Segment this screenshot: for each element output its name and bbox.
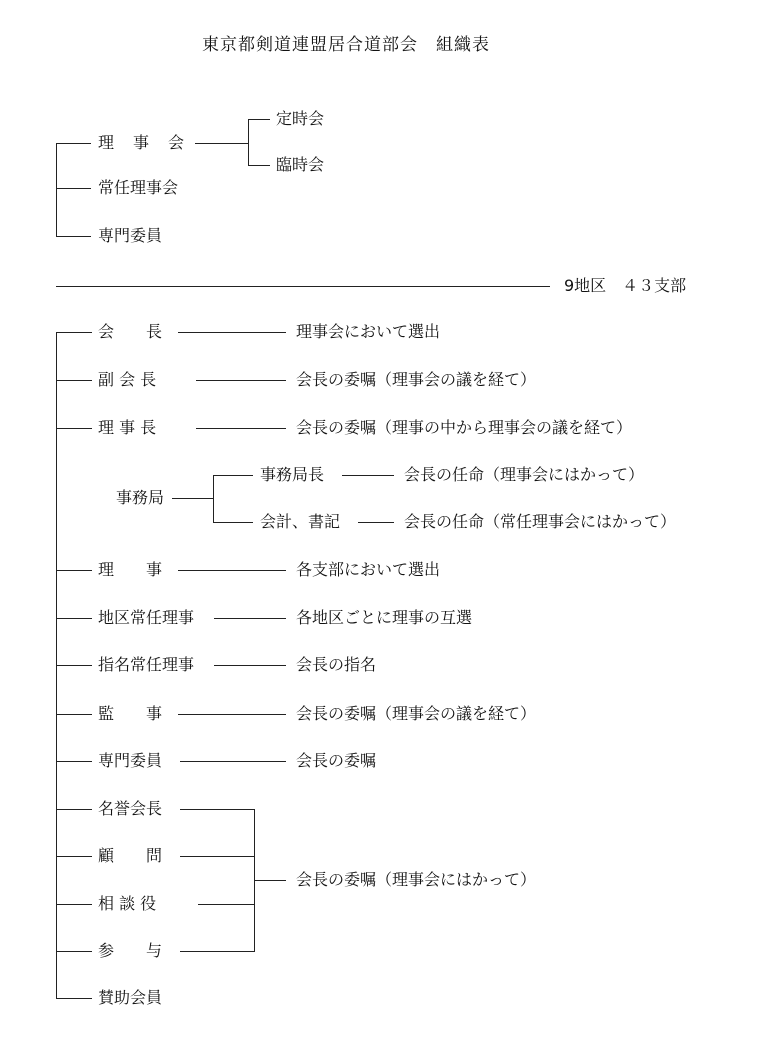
connector-jimukyokucho — [213, 475, 253, 476]
connector-meiyo-kaicho — [56, 809, 92, 810]
senmon-iin-desc: 会長の委嘱 — [296, 751, 377, 770]
kaikei-label: 会計、書記 — [260, 512, 341, 531]
kaicho-desc: 理事会において選出 — [296, 322, 441, 341]
riji-desc: 各支部において選出 — [296, 560, 441, 579]
connector-kanji — [56, 714, 92, 715]
connector-riji — [56, 570, 92, 571]
rijicho-label: 理 事 長 — [98, 418, 157, 437]
rijikai-sub-bracket — [248, 119, 249, 165]
connector-rijikai — [56, 143, 91, 144]
connector-jonin-rijikai — [56, 188, 91, 189]
connector-senmon-iin-top — [56, 236, 91, 237]
kaikei-desc: 会長の任命（常任理事会にはかって） — [404, 512, 677, 531]
sodanyaku-group-line — [198, 904, 255, 905]
connector-shimei-jonin — [56, 665, 92, 666]
rijikai-label: 理 事 会 — [98, 133, 186, 152]
chiku-jonin-label: 地区常任理事 — [98, 608, 195, 627]
connector-rijikai-right — [195, 143, 249, 144]
riji-label: 理 事 — [98, 560, 163, 579]
sanjo-kaiin-label: 賛助会員 — [98, 988, 163, 1007]
connector-rinjikai — [248, 165, 270, 166]
group-desc-line — [254, 880, 286, 881]
kanji-label: 監 事 — [98, 704, 163, 723]
connector-sanyo — [56, 951, 92, 952]
kaicho-label: 会 長 — [98, 322, 163, 341]
connector-komon — [56, 856, 92, 857]
kanji-desc: 会長の委嘱（理事会の議を経て） — [296, 704, 537, 723]
shimei-jonin-label: 指名常任理事 — [98, 655, 195, 674]
shimei-jonin-desc-line — [214, 665, 286, 666]
connector-sodanyaku — [56, 904, 92, 905]
kaikei-desc-line — [358, 522, 394, 523]
top-bracket-line — [56, 143, 57, 237]
sanyo-label: 参 与 — [98, 941, 163, 960]
division-label: 9地区 ４３支部 — [564, 276, 687, 295]
fukukaicho-desc-line — [196, 380, 286, 381]
sodanyaku-label: 相 談 役 — [98, 894, 157, 913]
kanji-desc-line — [178, 714, 286, 715]
jimukyokucho-desc-line — [342, 475, 394, 476]
meiyo-kaicho-label: 名誉会長 — [98, 799, 163, 818]
jonin-rijikai-label: 常任理事会 — [98, 178, 179, 197]
rinjikai-label: 臨時会 — [276, 155, 325, 174]
rijicho-desc-line — [196, 428, 286, 429]
jimukyoku-label: 事務局 — [116, 488, 165, 507]
kaicho-desc-line — [178, 332, 286, 333]
connector-sanjo-kaiin — [56, 998, 92, 999]
fukukaicho-label: 副 会 長 — [98, 370, 157, 389]
shimei-jonin-desc: 会長の指名 — [296, 655, 377, 674]
teijikai-label: 定時会 — [276, 109, 325, 128]
rijicho-desc: 会長の委嘱（理事の中から理事会の議を経て） — [296, 418, 633, 437]
jimukyokucho-label: 事務局長 — [260, 465, 325, 484]
senmon-iin-top-label: 専門委員 — [98, 226, 163, 245]
meiyo-kaicho-group-line — [180, 809, 255, 810]
connector-rijicho — [56, 428, 92, 429]
sanyo-group-line — [180, 951, 255, 952]
connector-kaikei — [213, 522, 253, 523]
jimukyoku-connector — [172, 498, 214, 499]
division-divider-line — [56, 286, 550, 287]
senmon-iin-label: 専門委員 — [98, 751, 163, 770]
komon-group-line — [180, 856, 255, 857]
connector-chiku-jonin — [56, 618, 92, 619]
connector-teijikai — [248, 119, 270, 120]
riji-desc-line — [178, 570, 286, 571]
group-desc: 会長の委嘱（理事会にはかって） — [296, 870, 537, 889]
chiku-jonin-desc: 各地区ごとに理事の互選 — [296, 608, 473, 627]
jimukyokucho-desc: 会長の任命（理事会にはかって） — [404, 465, 645, 484]
page-title: 東京都剣道連盟居合道部会 組織表 — [202, 35, 490, 55]
connector-senmon-iin — [56, 761, 92, 762]
chiku-jonin-desc-line — [214, 618, 286, 619]
komon-label: 顧 問 — [98, 846, 163, 865]
connector-fukukaicho — [56, 380, 92, 381]
senmon-iin-desc-line — [180, 761, 286, 762]
jimukyoku-sub-bracket — [213, 475, 214, 522]
fukukaicho-desc: 会長の委嘱（理事会の議を経て） — [296, 370, 537, 389]
connector-kaicho — [56, 332, 92, 333]
